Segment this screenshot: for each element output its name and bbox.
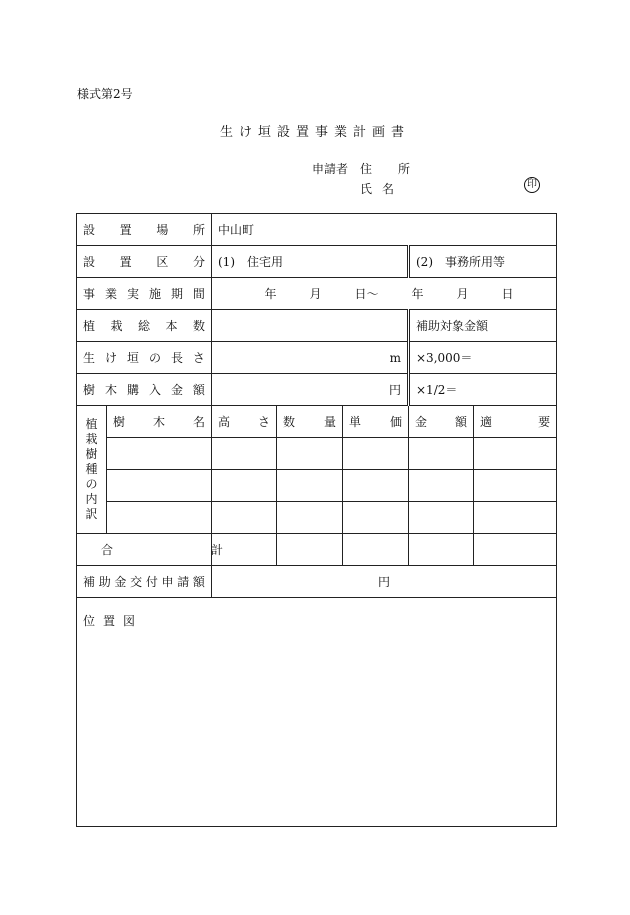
purchase-row xyxy=(77,374,557,406)
category-row xyxy=(77,246,557,278)
total-trees-value[interactable] xyxy=(212,310,409,342)
form-title: 生け垣設置事業計画書 xyxy=(219,125,410,140)
unit-price-cell[interactable] xyxy=(343,502,409,534)
grant-amount-row xyxy=(77,566,557,598)
tree-name-cell[interactable] xyxy=(107,438,212,470)
total-remarks-cell[interactable] xyxy=(474,534,557,566)
grant-amount-label: 補 助 金 交 付 申 請 額 xyxy=(77,566,212,598)
breakdown-header-row xyxy=(77,406,557,438)
seal-mark: 印 xyxy=(524,177,540,193)
location-map-row xyxy=(77,598,557,827)
total-trees-label: 植 栽 総 本 数 xyxy=(77,310,212,342)
amount-cell[interactable] xyxy=(409,438,474,470)
quantity-cell[interactable] xyxy=(277,438,343,470)
hedge-length-label: 生 け 垣 の 長 さ xyxy=(77,342,212,374)
yen-unit: 円 xyxy=(388,383,401,397)
amount-cell[interactable] xyxy=(409,470,474,502)
location-row xyxy=(77,214,557,246)
total-quantity-cell[interactable] xyxy=(277,534,343,566)
height-cell[interactable] xyxy=(212,502,277,534)
form-number: 様式第2号 xyxy=(77,87,133,101)
breakdown-row xyxy=(77,470,557,502)
meter-unit: m xyxy=(389,350,401,365)
total-label: 合 計 xyxy=(77,534,212,566)
quantity-cell[interactable] xyxy=(277,470,343,502)
name-label: 氏 名 xyxy=(360,182,394,196)
subsidy-target-label: 補助対象金額 xyxy=(409,310,557,342)
height-cell[interactable] xyxy=(212,470,277,502)
purchase-value[interactable] xyxy=(212,374,409,406)
remarks-cell[interactable] xyxy=(474,470,557,502)
total-unit-price-cell[interactable] xyxy=(343,534,409,566)
tree-name-cell[interactable] xyxy=(107,470,212,502)
hedge-length-formula: ×3,000＝ xyxy=(409,342,557,374)
unit-price-cell[interactable] xyxy=(343,470,409,502)
hedge-length-value[interactable] xyxy=(212,342,409,374)
breakdown-row xyxy=(77,438,557,470)
application-form-table xyxy=(76,213,557,827)
quantity-cell[interactable] xyxy=(277,502,343,534)
address-label: 住 所 xyxy=(360,162,410,176)
tree-name-cell[interactable] xyxy=(107,502,212,534)
period-row xyxy=(77,278,557,310)
header-amount: 金 額 xyxy=(409,406,474,438)
location-value[interactable]: 中山町 xyxy=(212,214,557,246)
applicant-label: 申請者 xyxy=(312,162,349,176)
header-remarks: 適 要 xyxy=(474,406,557,438)
height-cell[interactable] xyxy=(212,438,277,470)
header-tree-name: 樹 木 名 xyxy=(107,406,212,438)
category-label: 設 置 区 分 xyxy=(77,246,212,278)
breakdown-side-label: 植栽樹種の内訳 xyxy=(77,406,107,534)
remarks-cell[interactable] xyxy=(474,502,557,534)
unit-price-cell[interactable] xyxy=(343,438,409,470)
category-option-residential[interactable]: (1) 住宅用 xyxy=(212,246,409,278)
total-row xyxy=(77,534,557,566)
header-height: 高 さ xyxy=(212,406,277,438)
period-label: 事 業 実 施 期 間 xyxy=(77,278,212,310)
purchase-formula: ×1/2＝ xyxy=(409,374,557,406)
header-unit-price: 単 価 xyxy=(343,406,409,438)
purchase-label: 樹 木 購 入 金 額 xyxy=(77,374,212,406)
hedge-length-row xyxy=(77,342,557,374)
location-map-label: 位置図 xyxy=(83,614,144,628)
category-option-office[interactable]: (2) 事務所用等 xyxy=(409,246,557,278)
grant-yen-unit: 円 xyxy=(378,575,391,589)
breakdown-row xyxy=(77,502,557,534)
total-trees-row xyxy=(77,310,557,342)
header-quantity: 数 量 xyxy=(277,406,343,438)
location-map-area[interactable] xyxy=(77,598,557,827)
grant-amount-value[interactable] xyxy=(212,566,557,598)
remarks-cell[interactable] xyxy=(474,438,557,470)
total-amount-cell[interactable] xyxy=(409,534,474,566)
period-value[interactable]: 年 月 日〜 年 月 日 xyxy=(212,278,557,310)
location-label: 設 置 場 所 xyxy=(77,214,212,246)
amount-cell[interactable] xyxy=(409,502,474,534)
